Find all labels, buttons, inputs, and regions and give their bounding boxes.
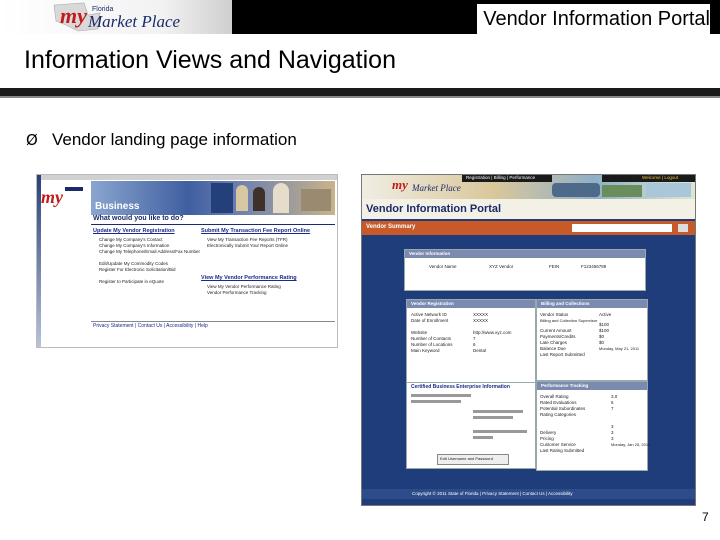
col1-item[interactable]: Change My Company's Contact (99, 237, 163, 242)
vendor-info-label: Vendor Information (409, 251, 451, 256)
perf-field: Rated Evaluations (540, 400, 577, 405)
billing-field: Current Amount (540, 328, 572, 333)
reg-value: XXXXX (473, 318, 489, 323)
portal-welcome[interactable]: Welcome | Logout (642, 175, 679, 180)
perf-value: 6 (611, 400, 614, 405)
billing-field: Balance Due (540, 346, 566, 351)
col2-header[interactable]: Submit My Transaction Fee Report Online (201, 228, 311, 234)
reg-value: 7 (473, 336, 476, 341)
col2-item[interactable]: View My Transaction Fee Reports (TFR) (207, 237, 288, 242)
reg-field: Number of Locations (411, 342, 453, 347)
col1-list (99, 237, 199, 285)
col1-item[interactable]: Register to Participate in eQuote (99, 279, 165, 284)
perf-field: Overall Rating (540, 394, 569, 399)
billing-field: Late Charges (540, 340, 568, 345)
billing-value: Monday, May 21, 2011 (599, 346, 640, 351)
perf-field: Last Rating Submitted (540, 448, 585, 453)
myflorida-marketplace-logo (14, 1, 214, 34)
billing-field: Payments/Credits (540, 334, 576, 339)
perf-value: 3 (611, 430, 614, 435)
bullet-arrow-icon: Ø (26, 131, 38, 149)
logo-florida: Florida (92, 6, 114, 13)
perf-value: Monday, Jan 25, 2010 (611, 442, 651, 447)
portal-topbar: my Market Place Registration | Billing | Performance Welcome | Logout (362, 175, 695, 199)
col3-header[interactable]: View My Vendor Performance Rating (201, 275, 297, 281)
reg-field: Number of Contacts (411, 336, 452, 341)
perf-field: Rating Categories (540, 412, 577, 417)
billing-value: $0 (599, 334, 605, 339)
reg-value: http://www.xyz.com (473, 330, 512, 335)
perf-value: 3 (611, 424, 614, 429)
billing-panel-label: Billing and Collections (541, 301, 590, 306)
billing-field: Last Report Submitted (540, 352, 585, 357)
billing-value: Active (599, 312, 612, 317)
slide-heading: Information Views and Navigation (24, 46, 396, 74)
billing-value: $0 (599, 340, 605, 345)
registration-panel-label: Vendor Registration (411, 301, 454, 306)
perf-field: Customer Service (540, 442, 576, 447)
reg-field: Date of Enrollment (411, 318, 449, 323)
reg-value: 6 (473, 342, 476, 347)
portal-nav[interactable]: Registration | Billing | Performance (466, 175, 536, 180)
banner-label: Business (95, 201, 140, 212)
bullet-text: Vendor landing page information (52, 130, 297, 149)
heading-rule (0, 88, 720, 96)
vendor-portal-screenshot (361, 174, 696, 506)
reg-field: Active Network ID (411, 312, 447, 317)
col1-item[interactable]: Edit/Update My Commodity Codes (99, 261, 169, 266)
perf-value: 3 (611, 436, 614, 441)
col1-item[interactable]: Change My Telephone/Email Address/Fax Number (99, 249, 200, 254)
vendor-field: FEIN (549, 264, 560, 269)
perf-value: 3.0 (611, 394, 618, 399)
screenshot-logo (39, 181, 87, 211)
perf-field: Potential Subordinates (540, 406, 586, 411)
col1-item[interactable]: Register For Electronic Solicitation/Bid (99, 267, 176, 272)
reg-field: Website (411, 330, 428, 335)
billing-value: $100 (599, 328, 610, 333)
perf-value: 7 (611, 406, 614, 411)
col3-list (207, 284, 281, 296)
svg-text:my: my (41, 187, 63, 207)
vendor-value: XYZ Vendor (489, 264, 514, 269)
screenshot-banner (91, 181, 335, 215)
portal-heading: Vendor Information Portal (366, 203, 502, 215)
col3-item[interactable]: Vendor Performance Tracking (207, 290, 267, 295)
col2-item[interactable]: Electronically Submit Your Report Online (207, 243, 289, 248)
portal-title: Vendor Information Portal (477, 4, 710, 34)
portal-footer: Copyright © 2011 State of Florida | Privacy Statement | Contact Us | Accessibility (412, 491, 573, 496)
heading-rule-shadow (0, 96, 720, 98)
col2-list (207, 237, 288, 249)
portal-logo-text: Market Place (412, 183, 461, 193)
perf-field: Pricing (540, 436, 554, 441)
business-landing-screenshot (36, 174, 338, 348)
vendor-field: Vendor Name (429, 264, 457, 269)
cert-panel-label: Certified Business Enterprise Information (411, 384, 510, 390)
vendor-summary-label: Vendor Summary (366, 224, 416, 230)
billing-value: $100 (599, 322, 610, 327)
col1-item[interactable]: Change My Company's Information (99, 243, 170, 248)
logo-marketplace: Market Place (88, 12, 181, 31)
col1-header[interactable]: Update My Vendor Registration (93, 228, 175, 234)
performance-panel-label: Performance Tracking (541, 383, 589, 388)
vendor-value: F123456789 (581, 264, 607, 269)
reg-value: XXXXX (473, 312, 489, 317)
question-label: What would you like to do? (93, 215, 184, 222)
billing-field: Vendor Status (540, 312, 569, 317)
reg-value: Dental (473, 348, 487, 353)
col3-item[interactable]: View My Vendor Performance Rating (207, 284, 281, 289)
billing-field: Billing and Collection Supervisor (540, 318, 598, 323)
page-number: 7 (702, 510, 709, 524)
logo-my: my (60, 3, 87, 28)
screenshot-footer: Privacy Statement | Contact Us | Accessibility | Help (93, 323, 208, 329)
perf-field: Delivery (540, 430, 557, 435)
reg-field: Main Keyword (411, 348, 440, 353)
edit-username-button[interactable]: Edit Username and Password (440, 456, 493, 461)
